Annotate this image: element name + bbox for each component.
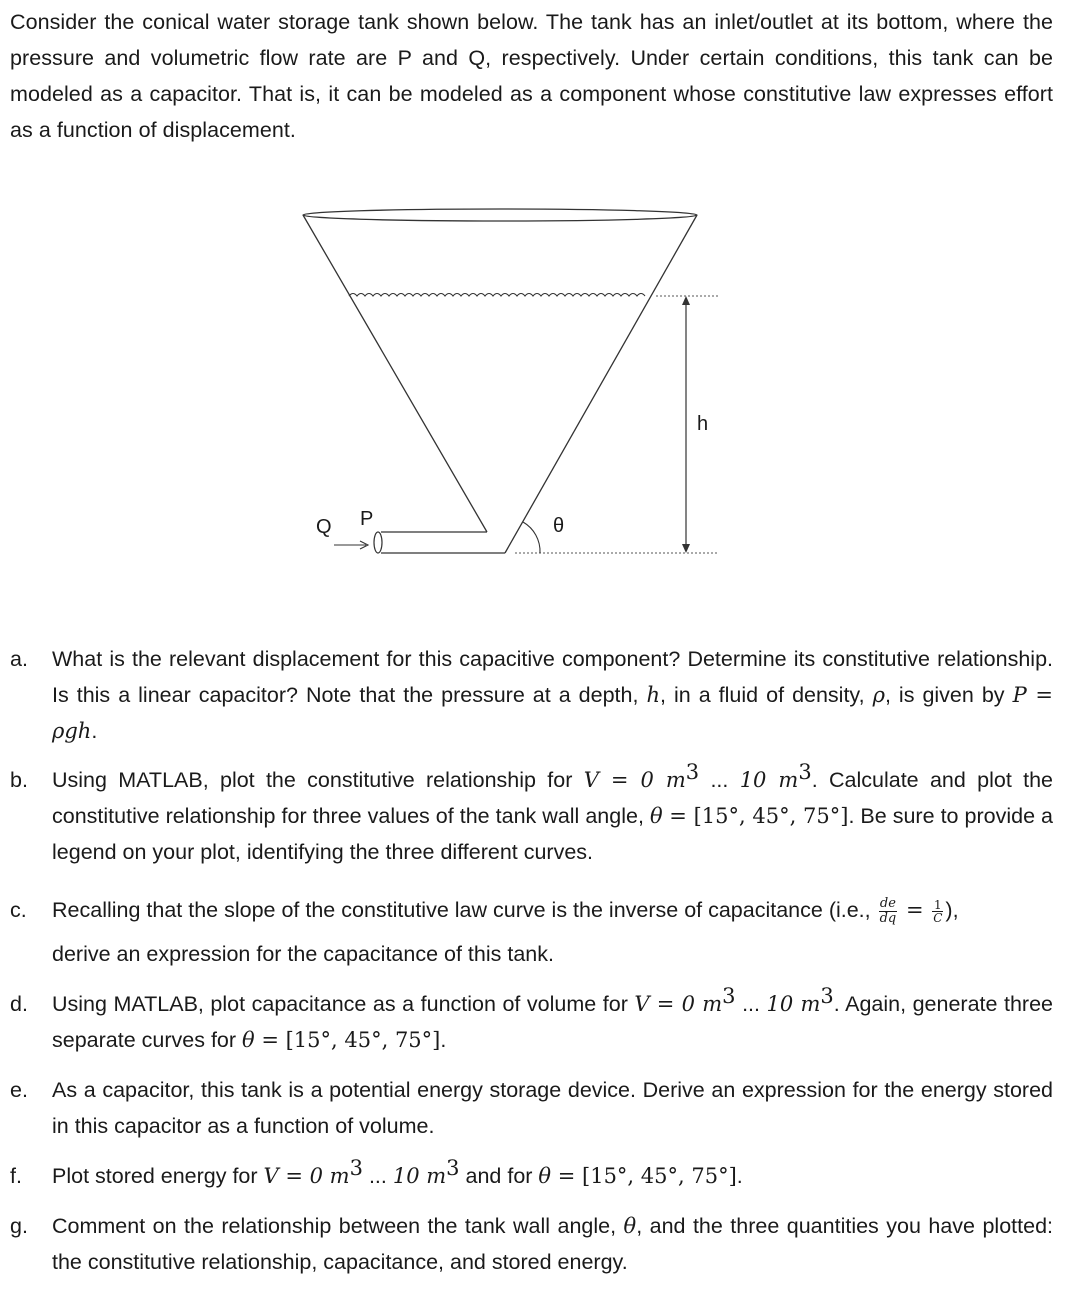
tank-wall-right xyxy=(505,215,697,553)
question-text: Recalling that the slope of the constitutive law curve is the inverse of capacitance (i.e., $\frac{de}{dq}$ = $\frac{1}{C}$ ), derive an expression for the capacitance of this tank. xyxy=(52,895,959,966)
conical-tank-figure xyxy=(290,200,720,570)
tank-wall-left xyxy=(303,215,487,532)
height-arrow-top xyxy=(682,296,690,305)
inverse-capacitance-fraction: $\frac{1}{C}$ xyxy=(933,897,943,925)
question-letter: e. xyxy=(10,1078,28,1102)
height-arrow-bottom xyxy=(682,544,690,553)
question-letter: c. xyxy=(10,898,27,922)
pipe-opening xyxy=(374,532,382,553)
label-p: P xyxy=(360,508,374,530)
label-theta: θ xyxy=(553,515,565,537)
water-surface xyxy=(349,294,645,297)
question-letter: f. xyxy=(10,1164,22,1188)
question-text: Comment on the relationship between the tank wall angle, θ, and the three quantities you have plotted: the constitutive relationship, capacitance, and stored energy. xyxy=(52,1214,1053,1274)
theta-arc xyxy=(523,522,540,553)
problem-intro: Consider the conical water storage tank shown below. The tank has an inlet/outlet at its bottom, where the pressure and volumetric flow rate are P and Q, respectively. Under certain conditions, this tank can be modeled as a capacitor. That is, it can be modeled as a component whose constitutive law expresses effort as a function of displacement. xyxy=(10,10,1053,142)
question-letter: a. xyxy=(10,647,28,671)
question-text: Using MATLAB, plot the constitutive relationship for V = 0 $m^3$ ... 10 $m^3$. Calculate and plot the constitutive relationship for three values of the tank wall angle, θ = [15°, 45°, 75°]. Be sure to provide a legend on your plot, identifying the three different curves. xyxy=(52,759,1053,864)
question-text: As a capacitor, this tank is a potential energy storage device. Derive an expression for the energy stored in this capacitor as a function of volume. xyxy=(52,1078,1053,1138)
question-letter: g. xyxy=(10,1214,28,1238)
label-h: h xyxy=(697,413,709,435)
question-letter: d. xyxy=(10,992,28,1016)
question-text: What is the relevant displacement for this capacitive component? Determine its constitutive relationship. Is this a linear capacitor? Note that the pressure at a depth, h, in a fluid of density, ρ, is given by P = ρgh. xyxy=(52,647,1054,743)
derivative-fraction: $\frac{de}{dq}$ xyxy=(879,895,897,926)
question-text: Using MATLAB, plot capacitance as a function of volume for V = 0 $m^3$ ... 10 $m^3$. Again, generate three separate curves for θ = [15°, 45°, 75°]. xyxy=(52,983,1054,1052)
question-text: Plot stored energy for V = 0 $m^3$ ... 10 $m^3$ and for θ = [15°, 45°, 75°]. xyxy=(52,1155,743,1188)
tank-rim xyxy=(303,209,697,221)
label-q: Q xyxy=(316,516,332,538)
question-letter: b. xyxy=(10,768,28,792)
